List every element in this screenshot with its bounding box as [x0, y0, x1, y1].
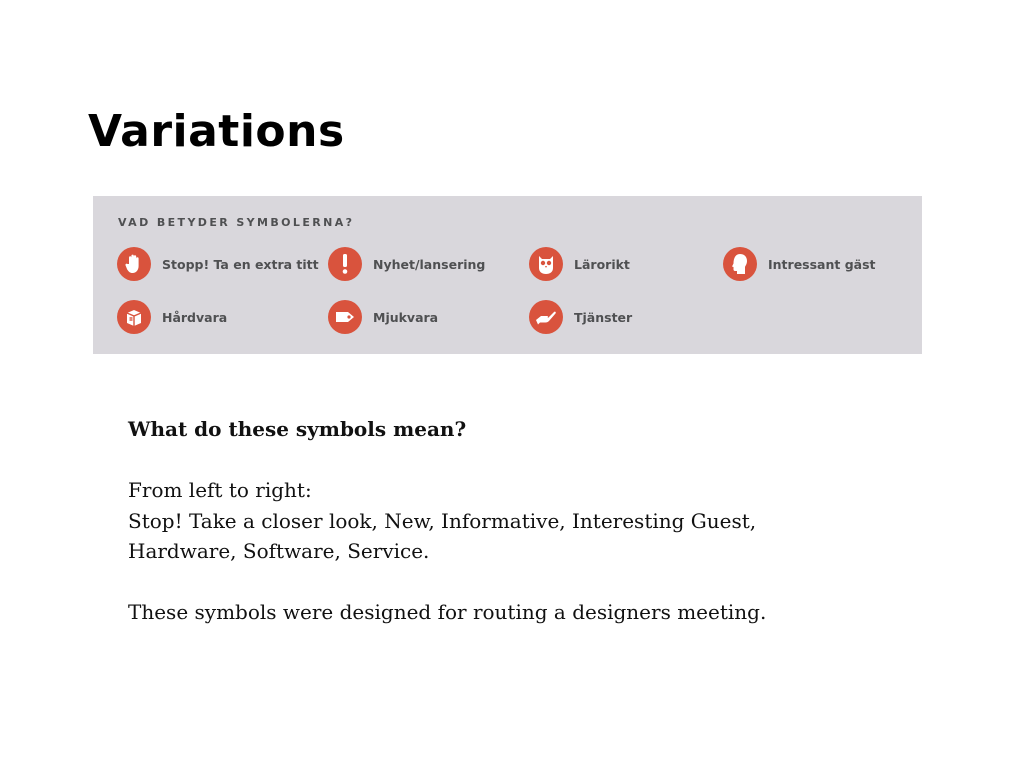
translation-line-2: Hardware, Software, Service. [128, 539, 430, 563]
legend-item-hardware [117, 299, 227, 335]
legend-label: Nyhet/lansering [373, 256, 486, 272]
legend-item-informative [529, 246, 630, 282]
legend-label: Intressant gäst [768, 256, 876, 272]
legend-item-software [328, 299, 438, 335]
owl-icon [529, 247, 563, 281]
question-text: What do these symbols mean? [128, 417, 467, 441]
intro-text: From left to right: [128, 478, 312, 502]
legend-label: Stopp! Ta en extra titt [162, 256, 319, 272]
hand-stop-icon [117, 247, 151, 281]
legend-item-service [529, 299, 632, 335]
legend-label: Lärorikt [574, 256, 630, 272]
box-icon [117, 300, 151, 334]
exclamation-icon [328, 247, 362, 281]
translation-line-1: Stop! Take a closer look, New, Informative, Interesting Guest, [128, 508, 757, 533]
note-text: These symbols were designed for routing a designers meeting. [128, 600, 767, 624]
legend-item-guest [723, 246, 876, 282]
head-profile-icon [723, 247, 757, 281]
symbol-legend-image [93, 196, 922, 354]
legend-item-news [328, 246, 485, 282]
tag-icon [328, 300, 362, 334]
slide-body [128, 414, 888, 628]
serving-hand-icon [529, 300, 563, 334]
legend-heading: VAD BETYDER SYMBOLERNA? [118, 216, 355, 229]
legend-label: Mjukvara [373, 309, 439, 325]
legend-label: Hårdvara [162, 309, 228, 325]
legend-label: Tjänster [574, 309, 633, 325]
slide-title: Variations [88, 106, 345, 157]
legend-item-stop [117, 246, 319, 282]
